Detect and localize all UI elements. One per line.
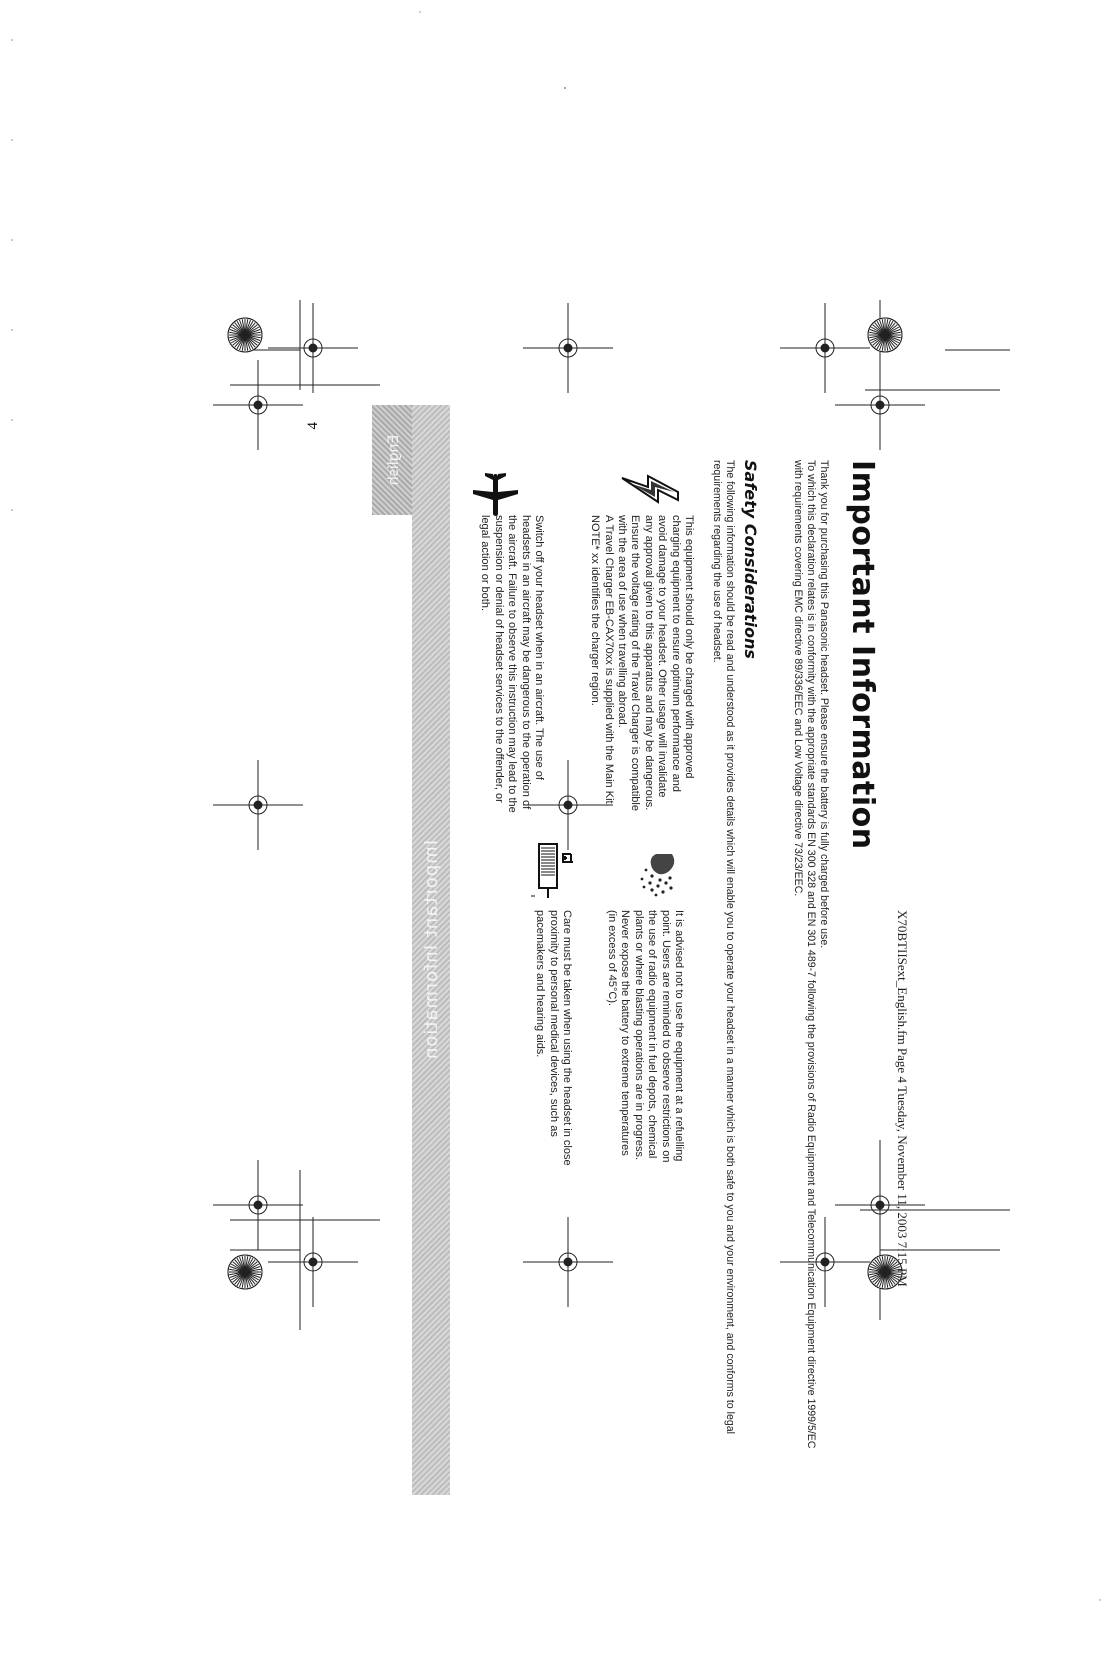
language-tab bbox=[372, 405, 412, 515]
band-label: Important Information bbox=[421, 839, 442, 1061]
language-tab-label: English bbox=[386, 434, 402, 486]
section-heading: Safety Considerations bbox=[741, 460, 760, 659]
charger-supplied-text: A Travel Charger EB-CAX70xx is supplied with the Main Kit. bbox=[602, 515, 615, 807]
page-number: 4 bbox=[305, 422, 321, 430]
pacemaker-icon bbox=[524, 840, 575, 900]
aircraft-text: Switch off your headset when in an aircraft. The use of headsets in an aircraft may be dangerous to the operation of the aircraft. Failure to observe this instruction may lead to the suspension or denial of headset services to the offender, or legal action or both. bbox=[479, 515, 545, 813]
medical-text: Care must be taken when using the headset in close proximity to personal medical devices, such as pacemakers and hearing aids. bbox=[534, 910, 573, 1166]
rotated-page-content bbox=[280, 422, 920, 1660]
charging-warning bbox=[588, 515, 695, 815]
lightning-icon bbox=[615, 470, 680, 506]
registration-mark-icon bbox=[835, 360, 925, 450]
registration-mark-icon bbox=[868, 318, 902, 352]
spray-icon bbox=[629, 850, 680, 900]
aircraft-warning bbox=[478, 515, 545, 815]
page-title: Important Information bbox=[845, 460, 880, 850]
safety-intro: The following information should be read and understood as it provides details which will enable you to operate your headset in a manner which is both safe to you and your environment, and conforms to legal requirements regarding the use of headset. bbox=[711, 460, 736, 1435]
charging-text: This equipment should only be charged with approved charging equipment to ensure optimum performance and avoid damage to your headset. Other usage will invalidate any approval given to this apparatus and may be dangerous. Ensure the voltage rating of the Travel Charger is compatible with the area of use when travelling abroad. bbox=[615, 515, 695, 811]
section-band bbox=[412, 405, 450, 1495]
registration-mark-icon bbox=[228, 1255, 262, 1289]
medical-warning bbox=[533, 910, 573, 1185]
refuelling-warning bbox=[605, 910, 685, 1165]
declaration-paragraph: To which this declaration relates is in conformity with the appropriate standards EN 300 328 and EN 301 489-7 following the provisions of Radio Equipment and Telecommunication Equipment directive 1999/5/EC with requirements covering EMC directive 89/336/EEC and Low Voltage directive 73/23/EEC. bbox=[792, 460, 817, 1449]
registration-mark-icon bbox=[228, 318, 262, 352]
file-slug: X70BTIISext_English.fm Page 4 Tuesday, November 11, 2003 7:15 PM bbox=[895, 910, 910, 1287]
registration-mark-icon bbox=[268, 303, 358, 393]
intro-text bbox=[791, 460, 830, 1460]
charger-note-text: NOTE* xx identifies the charger region. bbox=[589, 515, 602, 706]
registration-mark-icon bbox=[523, 303, 613, 393]
refuelling-text: It is advised not to use the equipment at a refuelling point. Users are reminded to observe restrictions on the use of radio equipment in fuel depots, chemical plants or where blasting operations are in progress. Never expose the battery to extreme temperatures (in excess of 45°C). bbox=[605, 910, 685, 1163]
registration-mark-icon bbox=[213, 360, 303, 450]
registration-mark-icon bbox=[780, 303, 870, 393]
intro-paragraph: Thank you for purchasing this Panasonic headset. Please ensure the battery is fully charged before use. bbox=[818, 460, 830, 949]
airplane-icon bbox=[465, 470, 520, 520]
